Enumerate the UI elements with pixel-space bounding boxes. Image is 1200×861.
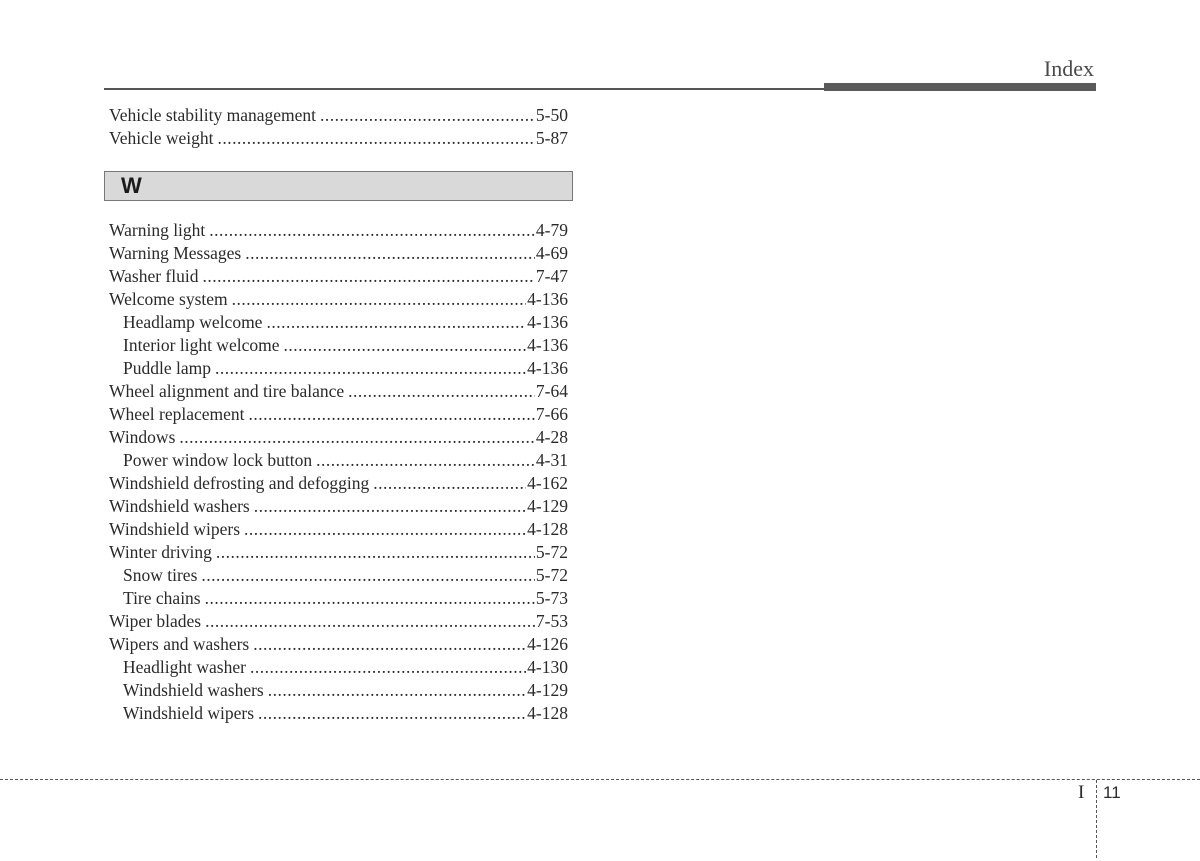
dot-leader [250,656,526,679]
dot-leader [258,702,526,725]
index-entry [109,426,568,449]
entry-page: 5-72 [535,565,568,585]
entry-term: Warning light [109,220,206,240]
dot-leader [179,426,535,449]
dot-leader [205,610,535,633]
entry-page: 4-130 [527,657,568,677]
entry-page: 4-128 [527,703,568,723]
entry-page: 4-126 [527,634,568,654]
index-entries-w [109,219,568,725]
dot-leader [254,495,526,518]
page-title: Index [1043,56,1094,81]
entry-term: Windshield defrosting and defogging [109,473,370,493]
index-entry [109,495,568,518]
dot-leader [205,587,535,610]
dot-leader [253,633,526,656]
entry-term: Wiper blades [109,611,202,631]
section-letter: W [121,173,142,198]
entry-term: Wheel alignment and tire balance [109,381,345,401]
dot-leader [232,288,527,311]
entry-page: 4-136 [527,312,568,332]
entry-term: Windshield washers [109,496,250,516]
entry-term: Windshield wipers [123,703,255,723]
index-entry [109,242,568,265]
entry-term: Wheel replacement [109,404,245,424]
dot-leader [216,541,535,564]
index-entry [109,403,568,426]
entry-term: Power window lock button [123,450,313,470]
entry-term: Interior light welcome [123,335,280,355]
index-subentry [109,311,568,334]
entry-term: Headlight washer [123,657,246,677]
page-number: 11 [1103,783,1121,802]
entry-page: 4-79 [535,220,568,240]
index-entry [109,380,568,403]
entry-term: Winter driving [109,542,212,562]
entry-term: Wipers and washers [109,634,250,654]
entry-page: 5-72 [535,542,568,562]
entry-term: Vehicle weight [109,128,214,148]
entry-page: 4-136 [527,358,568,378]
index-entry [109,633,568,656]
entry-term: Welcome system [109,289,228,309]
entry-term: Headlamp welcome [123,312,263,332]
dot-leader [215,357,526,380]
index-entry [109,127,568,150]
entry-page: 4-31 [535,450,568,470]
index-subentry [109,656,568,679]
index-entry [109,518,568,541]
entry-term: Vehicle stability management [109,105,317,125]
dot-leader [244,518,526,541]
index-entry [109,472,568,495]
entry-page: 4-28 [535,427,568,447]
index-entry [109,610,568,633]
chapter-mark: I [1078,782,1085,803]
entry-page: 4-136 [527,335,568,355]
entry-page: 4-129 [527,680,568,700]
dot-leader [217,127,534,150]
entry-term: Windshield wipers [109,519,241,539]
entry-page: 5-73 [535,588,568,608]
footer-divider [1096,780,1097,858]
entry-page: 4-129 [527,496,568,516]
index-entry [109,265,568,288]
entry-term: Windows [109,427,176,447]
section-header [104,171,573,201]
entry-term: Tire chains [123,588,201,608]
index-subentry [109,449,568,472]
dot-leader [209,219,535,242]
dot-leader [348,380,535,403]
header-bar [824,83,1096,91]
index-subentry [109,357,568,380]
dot-leader [373,472,526,495]
entry-page: 5-50 [535,105,568,125]
dot-leader [245,242,535,265]
entry-page: 7-47 [535,266,568,286]
dot-leader [201,564,535,587]
entry-page: 7-53 [535,611,568,631]
dot-leader [268,679,526,702]
entry-term: Windshield washers [123,680,264,700]
index-entries-top [109,104,568,150]
dot-leader [202,265,534,288]
entry-term: Washer fluid [109,266,199,286]
entry-term: Warning Messages [109,243,242,263]
dot-leader [266,311,526,334]
index-entry [109,541,568,564]
entry-page: 4-69 [535,243,568,263]
entry-term: Snow tires [123,565,198,585]
index-subentry [109,679,568,702]
entry-term: Puddle lamp [123,358,211,378]
footer-rule [0,779,1200,780]
dot-leader [283,334,526,357]
index-entry [109,104,568,127]
dot-leader [320,104,535,127]
entry-page: 5-87 [535,128,568,148]
entry-page: 4-128 [527,519,568,539]
dot-leader [249,403,535,426]
index-subentry [109,334,568,357]
index-subentry [109,564,568,587]
index-subentry [109,702,568,725]
entry-page: 7-64 [535,381,568,401]
index-entry [109,288,568,311]
dot-leader [316,449,535,472]
entry-page: 7-66 [535,404,568,424]
index-subentry [109,587,568,610]
index-entry [109,219,568,242]
entry-page: 4-136 [527,289,568,309]
header-rule [104,88,824,90]
entry-page: 4-162 [527,473,568,493]
